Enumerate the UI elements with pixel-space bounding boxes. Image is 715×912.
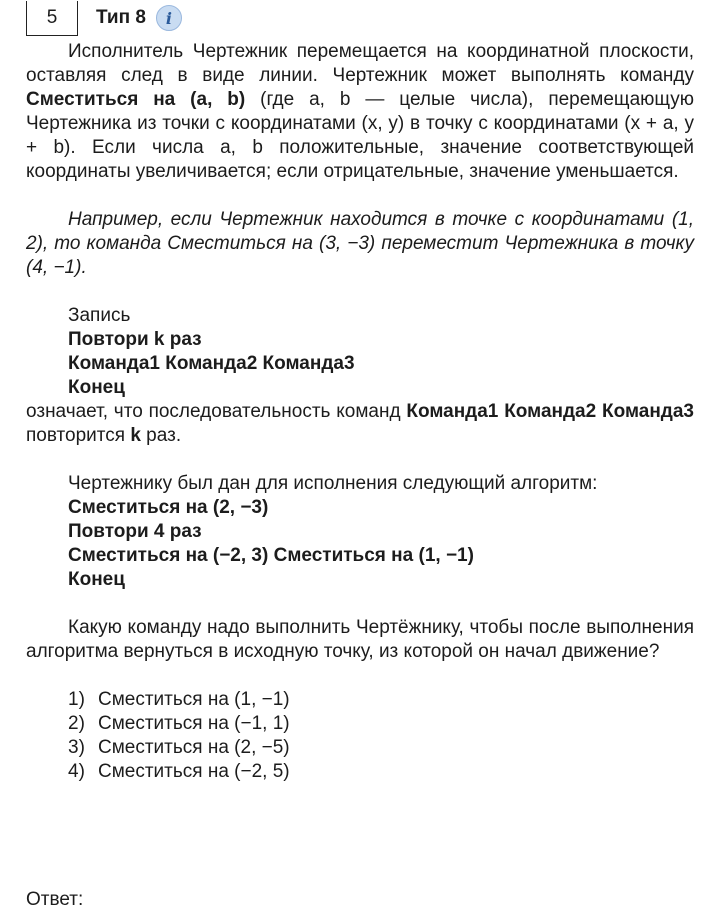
record-label: Запись — [68, 305, 131, 326]
task-type-label: Тип 8 — [96, 7, 146, 28]
algorithm-intro: Чертежнику был дан для исполнения следующий алгоритм: — [68, 473, 598, 494]
task-body — [26, 40, 694, 784]
task-number: 5 — [26, 1, 78, 36]
algorithm-line-2: Повтори 4 раз — [68, 521, 202, 542]
answer-option[interactable]: 1) Сместиться на (1, −1) — [68, 689, 290, 710]
description-paragraph — [26, 40, 694, 184]
answer-option[interactable]: 2) Сместиться на (−1, 1) — [68, 713, 290, 734]
algorithm-line-3: Сместиться на (−2, 3) Сместиться на (1, −1) — [68, 545, 474, 566]
algorithm-line-1: Сместиться на (2, −3) — [68, 497, 269, 518]
record-repeat: Повтори k раз — [68, 329, 202, 350]
answer-option[interactable]: 4) Сместиться на (−2, 5) — [68, 761, 290, 782]
command-syntax: Сместиться на (a, b) — [26, 89, 246, 110]
record-commands: Команда1 Команда2 Команда3 — [68, 353, 355, 374]
example-paragraph: Например, если Чертежник находится в точке с координатами (1, 2), то команда Сместиться на (3, −3) переместит Чертежника в точку (4, −1). — [26, 209, 694, 278]
description-text-cont: (где a, b — целые числа), перемещающую Чертежника из точки с координатами (x, y) в точку с координатами (x + a, y + b). Если числа a, b положительные, значение соответствующей координаты увеличивается; если отрицательные, значение уменьшается. — [26, 89, 694, 182]
description-text: Исполнитель Чертежник перемещается на координатной плоскости, оставляя след в виде линии. Чертежник может выполнять команду — [26, 41, 694, 86]
record-end: Конец — [68, 377, 125, 398]
info-icon[interactable]: i — [156, 5, 182, 31]
task-header — [26, 0, 182, 36]
question-text: Какую команду надо выполнить Чертёжнику, чтобы после выполнения алгоритма вернуться в исходную точку, из которой он начал движение? — [26, 617, 694, 662]
algorithm-line-4: Конец — [68, 569, 125, 590]
record-explanation: означает, что последовательность команд Команда1 Команда2 Команда3 повторится k раз. — [26, 401, 694, 446]
answer-label: Ответ: — [26, 889, 84, 910]
answer-option[interactable]: 3) Сместиться на (2, −5) — [68, 737, 290, 758]
